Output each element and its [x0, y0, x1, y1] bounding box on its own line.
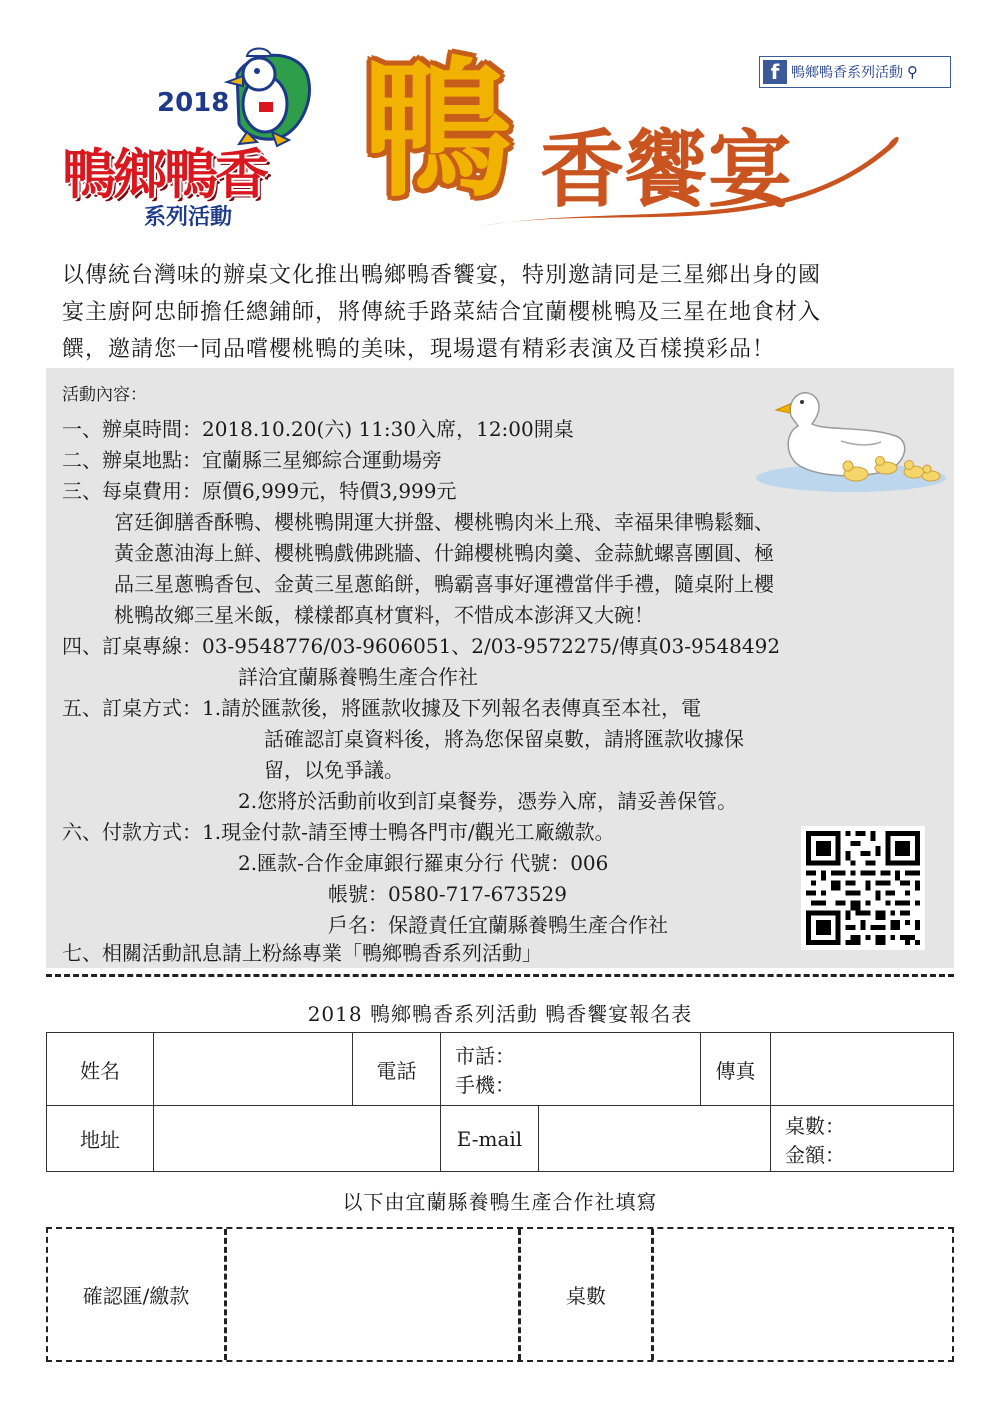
phone-label: 電話	[376, 1058, 417, 1083]
logo-name: 鴨鄉鴨香	[62, 143, 266, 206]
name-field[interactable]	[154, 1033, 352, 1105]
detail-line: 話確認訂桌資料後，將為您保留桌數，請將匯款收據保	[264, 727, 744, 751]
form-title: 2018 鴨鄉鴨香系列活動 鴨香饗宴報名表	[307, 1002, 693, 1026]
detail-line: 黃金蔥油海上鮮、櫻桃鴨戲佛跳牆、什錦櫻桃鴨肉羹、金蒜魷螺喜團圓、極	[114, 541, 774, 565]
search-icon: ⚲	[907, 63, 918, 81]
detail-line: 六、付款方式：1.現金付款-請至博士鴨各門市/觀光工廠繳款。	[62, 820, 615, 844]
detail-line: 宮廷御膳香酥鴨、櫻桃鴨開運大拼盤、櫻桃鴨肉米上飛、幸福果律鴨鬆麵、	[114, 510, 774, 534]
intro-line: 宴主廚阿忠師擔任總鋪師，將傳統手路菜結合宜蘭櫻桃鴨及三星在地食材入	[62, 300, 822, 325]
detail-line: 一、辦桌時間：2018.10.20(六) 11:30入席，12:00開桌	[62, 417, 574, 441]
facebook-page-name: 鴨鄉鴨香系列活動	[791, 65, 903, 81]
detail-line: 桃鴨故鄉三星米飯，樣樣都真材實料，不惜成本澎湃又大碗！	[114, 603, 654, 627]
facebook-page-link[interactable]	[759, 56, 951, 88]
mobile-label: 手機：	[455, 1073, 515, 1097]
detail-line: 留，以免爭議。	[264, 758, 404, 782]
duck-family-illustration	[746, 376, 946, 496]
payment-confirm-field[interactable]	[227, 1229, 518, 1360]
payment-confirm-label: 確認匯/繳款	[82, 1284, 190, 1308]
event-details-panel	[46, 368, 954, 968]
detail-line: 二、辦桌地點：宜蘭縣三星鄉綜合運動場旁	[62, 448, 442, 472]
details-heading: 活動內容：	[62, 385, 147, 405]
office-use-table	[46, 1227, 954, 1362]
detail-line: 七、相關活動訊息請上粉絲專業「鴨鄉鴨香系列活動」	[62, 941, 542, 965]
intro-line: 以傳統台灣味的辦桌文化推出鴨鄉鴨香饗宴，特別邀請同是三星鄉出身的國	[62, 263, 822, 288]
name-label: 姓名	[80, 1058, 120, 1083]
fax-field[interactable]	[771, 1033, 953, 1105]
detail-line: 四、訂桌專線：03-9548776/03-9606051、2/03-9572275/傳真03-9548492	[62, 634, 781, 658]
detail-line: 品三星蔥鴨香包、金黃三星蔥餡餅，鴨霸喜事好運禮當伴手禮，隨桌附上櫻	[114, 572, 774, 596]
registration-form-table	[46, 1032, 954, 1172]
tables-label: 桌數：	[785, 1113, 845, 1138]
phone-field[interactable]	[441, 1033, 700, 1105]
detail-line: 戶名：保證責任宜蘭縣養鴨生產合作社	[328, 913, 668, 937]
email-label: E-mail	[456, 1126, 523, 1151]
intro-paragraph	[62, 257, 952, 368]
detail-line: 2.您將於活動前收到訂桌餐券，憑券入席，請妥善保管。	[238, 789, 738, 813]
intro-line: 饌，邀請您一同品嚐櫻桃鴨的美味，現場還有精彩表演及百樣摸彩品！	[62, 337, 776, 362]
address-label: 地址	[80, 1128, 120, 1152]
address-field[interactable]	[154, 1106, 440, 1171]
title-duck-char: 鴨	[362, 44, 513, 218]
tables-amount-field[interactable]	[771, 1106, 953, 1171]
amount-label: 金額：	[785, 1142, 845, 1167]
cut-line-divider	[46, 974, 954, 977]
detail-line: 帳號：0580-717-673529	[328, 882, 567, 906]
facebook-icon: f	[763, 60, 787, 84]
fax-label: 傳真	[715, 1058, 756, 1083]
qr-code	[801, 826, 925, 950]
logo-year: 2018	[157, 88, 230, 118]
email-field[interactable]	[539, 1106, 770, 1171]
detail-line: 詳洽宜蘭縣養鴨生產合作社	[238, 665, 478, 689]
detail-line: 五、訂桌方式：1.請於匯款後，將匯款收據及下列報名表傳真至本社，電	[62, 696, 702, 720]
office-tables-field[interactable]	[654, 1229, 952, 1360]
logo-subtitle: 系列活動	[144, 205, 233, 230]
event-logo	[62, 40, 317, 230]
office-tables-label: 桌數	[566, 1284, 606, 1308]
home-phone-label: 市話：	[455, 1044, 515, 1068]
office-use-title: 以下由宜蘭縣養鴨生產合作社填寫	[342, 1190, 658, 1214]
title-rest: 香饗宴	[540, 121, 793, 219]
detail-line: 三、每桌費用：原價6,999元，特價3,999元	[62, 479, 457, 503]
detail-line: 2.匯款-合作金庫銀行羅東分行 代號：006	[238, 851, 609, 875]
